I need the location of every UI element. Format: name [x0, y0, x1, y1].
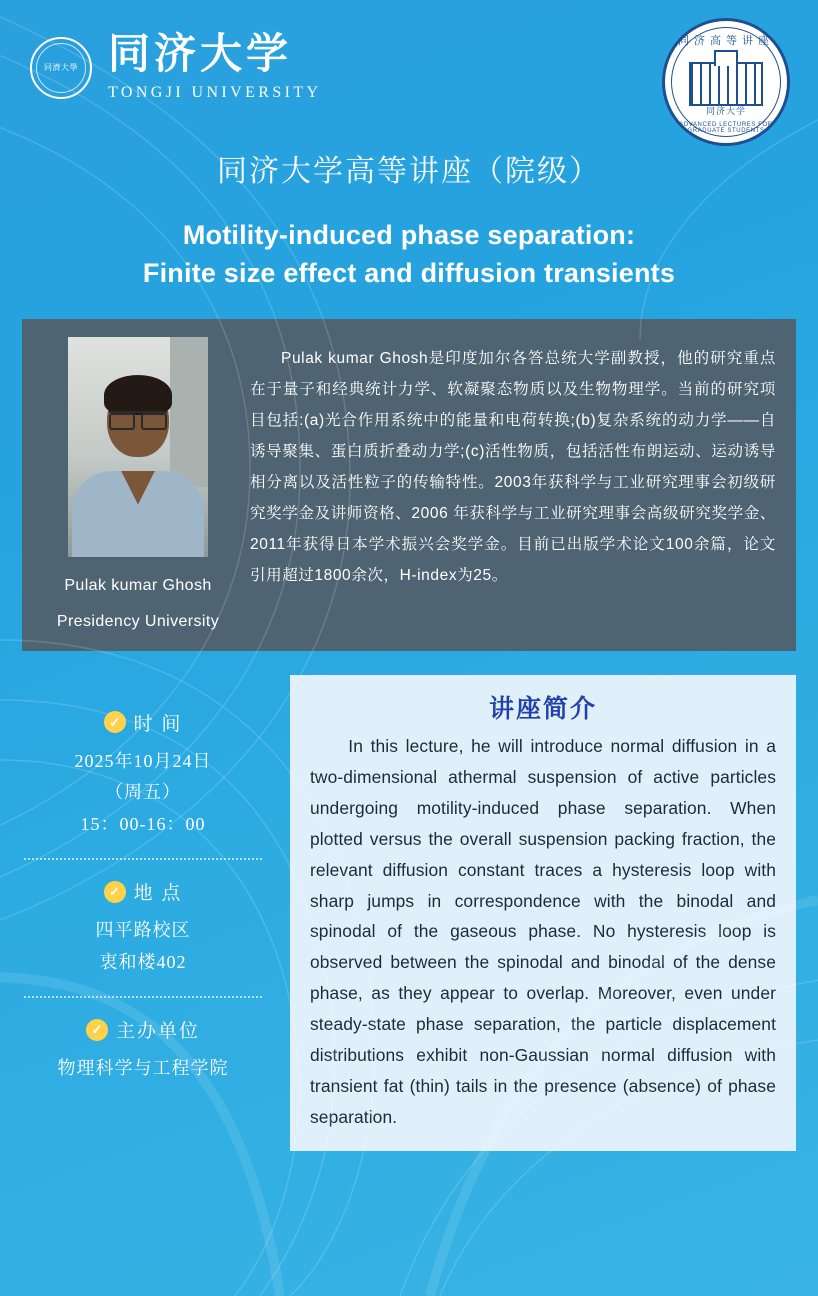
speaker-photo	[68, 337, 208, 557]
info-organizer-line-1: 物理科学与工程学院	[57, 1058, 229, 1079]
photo-door	[170, 337, 208, 487]
speaker-bio: Pulak kumar Ghosh是印度加尔各答总统大学副教授，他的研究重点在于量子和经典统计力学、软凝聚态物质以及生物物理学。当前的研究项目包括:(a)光合作用系统中的能量和电荷转换;(b)复杂系统的动力学——自诱导聚集、蛋白质折叠动力学;(c)活性物质，包括活性布朗运动、运动诱导相分离以及活性粒子的传输特性。2003年获科学与工业研究理事会初级研究奖学金及讲师资格、2006 年获科学与工业研究理事会高级研究奖学金、2011年获得日本学术振兴会奖学金。目前已出版学术论文100余篇，论文引用超过1800余次，H-index为25。	[250, 349, 776, 584]
info-time-line-1: 2025年10月24日	[74, 750, 212, 771]
info-block-place	[0, 878, 286, 978]
info-block-time	[0, 709, 286, 841]
speaker-panel	[22, 319, 796, 651]
divider-2	[24, 996, 262, 998]
university-logo	[30, 34, 322, 102]
series-title: 同济大学高等讲座（院级）	[217, 155, 601, 188]
photo-hair	[104, 375, 172, 415]
speaker-identity	[38, 337, 238, 631]
speaker-name: Pulak kumar Ghosh	[64, 576, 212, 594]
badge-building-icon	[689, 62, 763, 106]
abstract-title: 讲座简介	[488, 695, 597, 723]
university-name-cn: 同济大学	[108, 32, 293, 78]
abstract-body: In this lecture, he will introduce normal diffusion in a two-dimensional athermal suspension of active particles undergoing motility-induced phase separation. When plotted versus the overall suspension packing fraction, the relevant diffusion constant traces a hysteresis loop with sharp jumps in correspondence with the binodal and spinodal of the gaseous phase. No hysteresis loop is observed between the spinodal and binodal of the dense phase, as they appear to overlap. Moreover, even under steady-state phase separation, the particle displacement distributions exhibit non-Gaussian normal diffusion with transient fat (thin) tails in the presence (absence) of phase separation.	[310, 735, 776, 1128]
check-circle-icon: ✓	[104, 881, 126, 903]
photo-glasses	[109, 411, 167, 424]
info-place-line-2: 衷和楼402	[99, 951, 187, 972]
divider-1	[24, 858, 262, 860]
abstract-panel	[290, 675, 796, 1152]
info-time-line-3: 15：00-16：00	[80, 813, 206, 834]
tongji-seal-icon	[30, 37, 92, 99]
main-title	[0, 216, 818, 293]
poster-header	[0, 0, 818, 140]
poster-bottom	[0, 675, 818, 1152]
info-time-line-2: （周五）	[105, 782, 181, 803]
info-place-label: 地 点	[133, 883, 183, 905]
badge-top-text: 同济高等讲座	[678, 35, 774, 47]
main-title-line-1: Motility-induced phase separation:	[182, 220, 636, 250]
event-info-column	[0, 675, 286, 1152]
check-circle-icon: ✓	[86, 1019, 108, 1041]
info-place-line-1: 四平路校区	[95, 920, 191, 941]
main-title-line-2: Finite size effect and diffusion transients	[142, 258, 676, 289]
seal-text: 同濟大學	[44, 62, 78, 72]
university-name-en: TONGJI UNIVERSITY	[108, 84, 322, 101]
badge-bottom-text: ADVANCED LECTURES FOR GRADUATE STUDENTS	[679, 122, 773, 134]
info-organizer-header	[0, 1016, 286, 1043]
info-block-organizer	[0, 1016, 286, 1085]
info-place-header	[0, 878, 286, 905]
badge-label: 同济大学	[705, 106, 746, 116]
check-circle-icon: ✓	[104, 711, 126, 733]
info-time-label: 时 间	[133, 713, 183, 735]
info-time-header	[0, 709, 286, 736]
lecture-series-badge	[662, 18, 790, 146]
info-organizer-label: 主办单位	[115, 1021, 200, 1043]
speaker-affiliation: Presidency University	[56, 612, 220, 630]
